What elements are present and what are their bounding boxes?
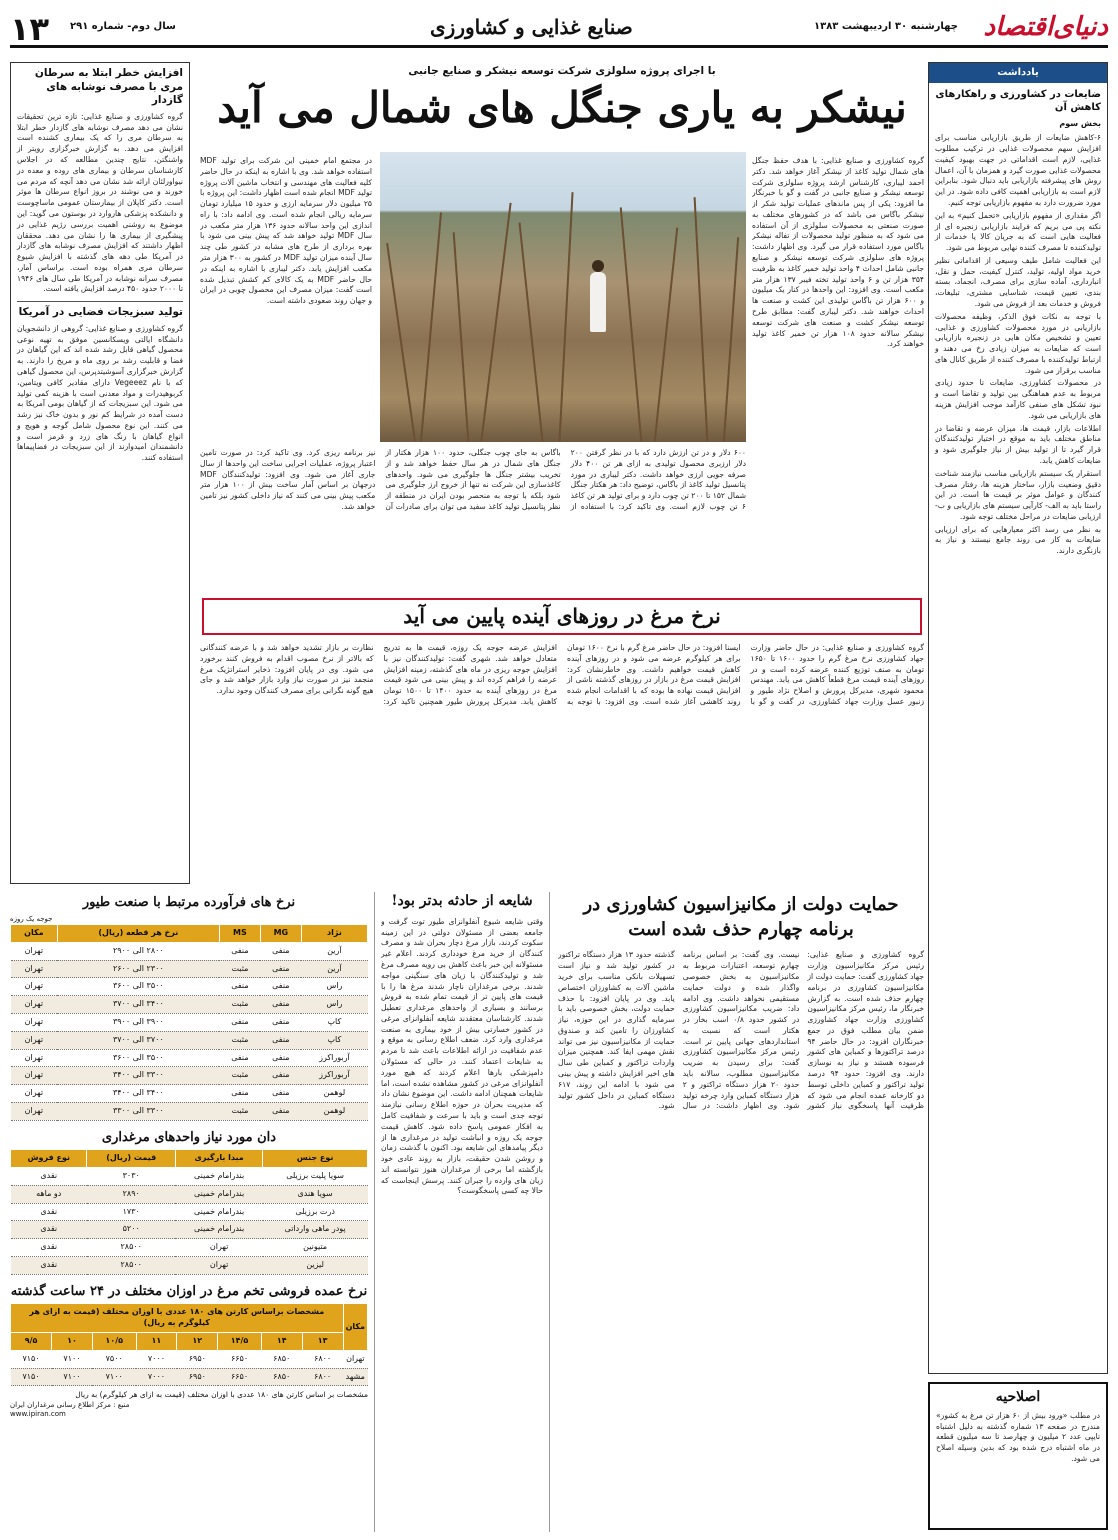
poultry-table-row: [11, 942, 368, 960]
correction-title: اصلاحیه: [995, 1389, 1041, 1405]
poultry-table-cell: منفی: [260, 1102, 301, 1120]
editorial-note: [928, 62, 1108, 1374]
egg-table-cell: ۷۰۰۰: [136, 1368, 177, 1386]
table-source: منبع : مرکز اطلاع رسانی مرغداران ایران: [10, 1400, 130, 1409]
feed-table-cell: لیزین: [263, 1257, 368, 1275]
lead-column-1: گروه کشاورزی و صنایع غذایی: با هدف حفظ جنگل های شمال تولید کاغذ از نیشکر آغاز خواهد شد. دکتر احمد لیباری، کارشناس ارشد پروژه سلولزی شرکت توسعه نیشکر و صنایع جانبی در گفت و گو با خبرنگار ما افزود: یکی از پس ماندهای عملیات تولید شکر از نیشکر باگاس می باشد که در کشورهای مختلف به صورت صنعتی به محصولات سلولزی از آن استفاده می شود که به منظور تولید محصولات از تفاله نیشکر باگاس مورد استفاده قرار می گیرد. وی اظهار داشت: پروژه های سلولزی شرکت توسعه نیشکر و صنایع جانبی شامل احداث ۴ واحد تولید خمیر کاغذ به ظرفیت ۳۵۴ هزار تن و ۶ واحد تولید تخته فیبر ۱۳۷ هزار متر مکعب است. وی افزود: این واحدها در کنار یک میلیون و ۶۰۰ هزار تن باگاس تولیدی این کشت و صنعت ها احداث خواهند شد. دکتر لیباری گفت: مطابق طرح توسعه نیشکر کشت و صنعت های شرکت توسعه نیشکر سالانه حدود ۱۰۸ هزار تن خمیر کاغذ تولید خواهند کرد.: [752, 156, 924, 349]
feed-table-header: نوع جنس: [263, 1150, 368, 1168]
poultry-table-cell: تهران: [11, 1085, 58, 1103]
mechanization-story: [558, 892, 924, 1532]
egg-table-cell: ۷۱۰۰: [52, 1368, 93, 1386]
egg-table-cell: ۶۹۵۰: [177, 1350, 218, 1368]
poultry-table-cell: منفی: [260, 960, 301, 978]
poultry-table-cell: مثبت: [219, 1031, 260, 1049]
poultry-table-row: [11, 996, 368, 1014]
poultry-table-header: MS: [219, 924, 260, 942]
sugarcane-photo: [380, 152, 746, 442]
poultry-table-cell: منفی: [219, 942, 260, 960]
note-paragraph: استقرار یک سیستم بازاریابی مناسب نیازمند شناخت دقیق وضعیت بازار، ساختار هزینه ها، رفتار مصرف کنندگان و عوامل موثر بر قیمت ها است. در این راستا باید به الف- کارآیی سیستم های بازاریابی و ب- ارزیابی ضایعات در مراحل مختلف توجه شود.: [935, 468, 1101, 521]
feed-table-cell: ۵۲۰۰: [87, 1221, 176, 1239]
page-header: [10, 8, 1108, 48]
feed-table-cell: بندرامام خمینی: [175, 1185, 262, 1203]
rumor-story: [374, 892, 550, 1532]
egg-table-cell: ۷۵۰۰: [92, 1350, 136, 1368]
left-news-column: [10, 62, 190, 884]
feed-table-row: [11, 1168, 368, 1186]
egg-table-cell: ۶۸۵۰: [261, 1368, 302, 1386]
poultry-table-header: MG: [260, 924, 301, 942]
correction-body: در مطلب «ورود بیش از ۶۰ هزار تن مرغ به کشور» مندرج در صفحه ۱۳ شماره گذشته به دلیل اشتباه تایپی عدد ۲ میلیون و چهارصد تا سه میلیون قطعه در ماه اشتباه درج شده بود که بدین وسیله اصلاح می شود.: [936, 1410, 1100, 1464]
poultry-table-cell: تهران: [11, 1102, 58, 1120]
note-tag: یادداشت: [929, 63, 1107, 83]
feed-table-row: [11, 1239, 368, 1257]
feed-table-cell: سویا پلیت برزیلی: [263, 1168, 368, 1186]
egg-table-cell: مشهد: [343, 1368, 367, 1386]
feed-table-cell: نقدی: [11, 1257, 87, 1275]
mechanization-headline: حمایت دولت از مکانیزاسیون کشاورزی در برنامه چهارم حذف شده است: [583, 894, 899, 941]
poultry-table-cell: آرین: [301, 960, 367, 978]
lead-column-2: در مجتمع امام خمینی این شرکت برای تولید MDF استفاده خواهد شد. وی با اشاره به اینکه در حال حاضر کلیه فعالیت های مهندسی و انتخاب ماشین آلات پروژه تولید MDF انجام شده است اظهار داشت: این پروژه با ۲۵ میلیون دلار سرمایه ارزی و حدود ۱۵ میلیارد تومان سرمایه ریالی انجام شده است. وی ادامه داد: با راه اندازی این واحد سالانه حدود ۱۳۶ هزار متر مکعب در سال MDF تولید خواهد شد که پیش بینی می شود با بهره برداری از طرح های مشابه در کشور طی چند سال آینده میزان تولید MDF در کشور به ۳۰۰ هزار متر مکعب افزایش یابد. دکتر لیباری با اشاره به اینکه در حال حاضر MDF به یک کالای کم کشش تبدیل شده است گفت: میزان مصرف این محصول چوبی در ایران و جهان روند صعودی داشته است.: [200, 156, 372, 306]
poultry-table-cell: ۳۵۰۰ الی ۳۶۰۰: [57, 1049, 219, 1067]
poultry-table-row: [11, 1085, 368, 1103]
issue-number: سال دوم- شماره ۲۹۱: [70, 21, 176, 32]
feed-table-cell: ۲۸۵۰۰: [87, 1257, 176, 1275]
poultry-table: [10, 924, 368, 1121]
egg-table-weight-header: ۱۱: [136, 1333, 177, 1351]
egg-table: [10, 1303, 368, 1386]
poultry-table-row: [11, 1013, 368, 1031]
poultry-table-cell: منفی: [260, 1013, 301, 1031]
feed-table-cell: متیونین: [263, 1239, 368, 1257]
poultry-table-cell: آربوراکرز: [301, 1067, 367, 1085]
feed-table-cell: ۳۰۳۰: [87, 1168, 176, 1186]
egg-table-cell: ۶۸۵۰: [261, 1350, 302, 1368]
note-paragraph: ۶-کاهش ضایعات از طریق بازاریابی مناسب برای افزایش سهم محصولات غذایی در ترکیب مطلوب غذایی، لازم است اقداماتی در جهت بهبود کیفیت محصولات غذایی صورت گیرد و همزمان با آن، اعمال روش های پیشرفته بازاریابی باید دنبال شود. بنابراین لازم است به بازاریابی اهمیت کافی داده شود. در این مورد ضرورت دارد به مفهوم بازاریابی توجه کنیم.: [935, 133, 1101, 207]
poultry-table-row: [11, 978, 368, 996]
poultry-table-cell: ۳۴۰۰ الی ۳۷۰۰: [57, 996, 219, 1014]
feed-table-row: [11, 1221, 368, 1239]
poultry-table-cell: ۳۳۰۰ الی ۳۳۰۰: [57, 1102, 219, 1120]
feed-table: [10, 1149, 368, 1275]
poultry-table-cell: ۳۷۰۰ الی ۳۷۰۰: [57, 1031, 219, 1049]
poultry-table-row: [11, 960, 368, 978]
feed-table-row: [11, 1203, 368, 1221]
egg-table-cell: ۶۶۵۰: [218, 1368, 262, 1386]
poultry-table-cell: ۲۸۰۰ الی ۲۹۰۰: [57, 942, 219, 960]
feed-table-header: مبدا بارگیری: [175, 1150, 262, 1168]
egg-table-cell: ۷۱۵۰: [11, 1368, 52, 1386]
correction-box: [928, 1382, 1108, 1530]
space-vegetables-title: تولید سبزیجات فضایی در آمریکا: [17, 301, 183, 320]
poultry-table-cell: ۳۳۰۰ الی ۳۴۰۰: [57, 1067, 219, 1085]
poultry-table-cell: منفی: [260, 1067, 301, 1085]
poultry-table-cell: منفی: [260, 996, 301, 1014]
egg-table-cell: تهران: [343, 1350, 367, 1368]
poultry-table-cell: آرین: [301, 942, 367, 960]
poultry-table-cell: مثبت: [219, 996, 260, 1014]
egg-table-cell: ۶۸۰۰: [302, 1350, 343, 1368]
egg-table-cell: ۷۱۵۰: [11, 1350, 52, 1368]
poultry-table-cell: منفی: [260, 1085, 301, 1103]
poultry-table-cell: منفی: [260, 1031, 301, 1049]
egg-table-weight-header: ۱۴: [261, 1333, 302, 1351]
poultry-table-cell: منفی: [219, 1013, 260, 1031]
poultry-table-cell: راس: [301, 996, 367, 1014]
note-paragraph: اگر مقداری از مفهوم بازاریابی «تحمل کنیم» به این نکته پی می بریم که فرایند بازاریابی زنجیره ای از فعالیت هایی است که به جریان کالا یا خدمات از تولیدکننده تا مصرف کننده نهایی مربوط می شود.: [935, 210, 1101, 253]
section-title: صنایع غذایی و کشاورزی: [430, 15, 633, 39]
egg-table-cell: ۷۰۰۰: [136, 1350, 177, 1368]
feed-table-row: [11, 1257, 368, 1275]
poultry-table-cell: تهران: [11, 960, 58, 978]
note-paragraph: به نظر می رسد اکثر معیارهایی که برای ارزیابی ضایعات به کار می روند جامع نیستند و نیاز به بازنگری دارند.: [935, 524, 1101, 556]
note-paragraph: در محصولات کشاورزی، ضایعات تا حدود زیادی مربوط به عدم هماهنگی بین تولید و تقاضا است و نبود تشکل های صنفی کارآمد موجب افزایش هزینه های بازاریابی می شود.: [935, 378, 1101, 420]
feed-table-cell: سویا هندی: [263, 1185, 368, 1203]
egg-table-title: نرخ عمده فروشی تخم مرغ در اوزان مختلف در ۲۴ ساعت گذشته: [10, 1283, 368, 1299]
poultry-table-cell: ۲۳۰۰ الی ۲۶۰۰: [57, 960, 219, 978]
poultry-table-unit: جوجه یک روزه: [10, 914, 53, 923]
egg-table-cell: ۷۱۰۰: [52, 1350, 93, 1368]
poultry-table-cell: منفی: [260, 978, 301, 996]
feed-table-cell: ۲۸۹۰: [87, 1185, 176, 1203]
egg-table-cell: ۶۸۰۰: [302, 1368, 343, 1386]
source-url: www.ipiran.com: [10, 1409, 66, 1418]
poultry-table-cell: تهران: [11, 1049, 58, 1067]
feed-table-cell: بندرامام خمینی: [175, 1203, 262, 1221]
poultry-table-header: نژاد: [301, 924, 367, 942]
egg-table-weight-header: ۱۴/۵: [218, 1333, 262, 1351]
lead-headline: نیشکر به یاری جنگل های شمال می آید: [217, 83, 907, 133]
rumor-body: وقتی شایعه شیوع آنفلوانزای طیور توت گرفت و جامعه بعضی از مسئولان دولتی در این زمینه سکوت کردند، بازار مرغ دچار بحران شد و مصرف کنندگان از خرید مرغ خودداری کردند. اعلام غیر مسئولانه این خبر باعث کاهش بی رویه مصرف مرغ شد و تولیدکنندگان با زیان های سنگینی مواجه شدند. برخی مرغداران ناچار شدند مرغ ها را با قیمت های پایین تر از قیمت تمام شده به فروش برسانند و بسیاری از واحدهای مرغداری تعطیل شدند. کارشناسان معتقدند شایعه آنفلوانزای مرغی در کشور خسارتی بیش از خود بیماری به صنعت مرغداری وارد کرد. ضعف اطلاع رسانی به موقع و عدم شفافیت در ارائه اطلاعات باعث شد تا مردم به شایعات اعتماد کنند. در حالی که مسئولان دامپزشکی بارها اعلام کردند که هیچ مورد آنفلوانزای مرغی در کشور مشاهده نشده است، اما شایعات همچنان ادامه داشت. این موضوع نشان داد که مدیریت بحران در حوزه اطلاع رسانی نیازمند توجه جدی است و باید با سرعت و شفافیت کامل به افکار عمومی پاسخ داده شود. کاهش قیمت جوجه یک روزه و انباشت تولید در مرغداری ها از دیگر پیامدهای این شایعه بود. اکنون با گذشت زمان و روشن شدن حقیقت، بازار به روند عادی خود بازگشته اما برخی از مرغداران هنوز نتوانسته اند زیان های وارده را جبران کنند. پرسش اینجاست که حالا چه کسی پاسخگوست؟: [381, 916, 543, 1196]
feed-table-cell: تهران: [175, 1239, 262, 1257]
poultry-table-cell: تهران: [11, 1013, 58, 1031]
rumor-headline: شایعه از حادثه بدتر بود!: [391, 893, 533, 909]
feed-table-cell: ذرت برزیلی: [263, 1203, 368, 1221]
feed-table-cell: نقدی: [11, 1203, 87, 1221]
poultry-table-cell: مثبت: [219, 1067, 260, 1085]
poultry-table-cell: ۳۴۰۰ الی ۳۴۰۰: [57, 1085, 219, 1103]
poultry-table-cell: تهران: [11, 942, 58, 960]
poultry-table-cell: کاپ: [301, 1031, 367, 1049]
feed-table-cell: نقدی: [11, 1168, 87, 1186]
poultry-table-cell: تهران: [11, 978, 58, 996]
poultry-table-cell: منفی: [260, 1049, 301, 1067]
soda-cancer-title: افزایش خطر ابتلا به سرطان مری با مصرف نوشابه های گازدار: [34, 67, 183, 107]
poultry-table-cell: مثبت: [219, 960, 260, 978]
feed-table-title: دان مورد نیاز واحدهای مرغداری: [101, 1129, 277, 1145]
feed-table-cell: بندرامام خمینی: [175, 1221, 262, 1239]
egg-table-cell: ۶۶۵۰: [218, 1350, 262, 1368]
egg-table-weight-header: ۹/۵: [11, 1333, 52, 1351]
page-number: ۱۳: [10, 10, 50, 48]
poultry-table-row: [11, 1067, 368, 1085]
poultry-table-cell: کاپ: [301, 1013, 367, 1031]
price-tables: [10, 892, 368, 1532]
note-paragraph: این فعالیت شامل طیف وسیعی از اقداماتی نظیر خرید مواد اولیه، تولید، کنترل کیفیت، حمل و نقل، انبارداری، آماده سازی برای مصرف، انجماد، بسته بندی، تعیین قیمت، شناسایی مشتری، تبلیغات، فروش و خدمات بعد از فروش می شود.: [935, 255, 1101, 309]
poultry-table-cell: لوهمن: [301, 1085, 367, 1103]
mechanization-body: گروه کشاورزی و صنایع غذایی: رئیس مرکز مکانیزاسیون وزارت جهاد کشاورزی گفت: حمایت دولت از مکانیزاسیون کشاورزی در برنامه چهارم حذف شده است. به گزارش خبرنگار ما، رئیس مرکز مکانیزاسیون کشاورزی وزارت جهاد کشاورزی ضمن بیان مطلب فوق در جمع خبرنگاران افزود: در حال حاضر ۹۴ درصد تراکتورها و کمباین های کشور فرسوده هستند و نیاز به نوسازی دارند. وی افزود: حدود ۹۴ درصد تولید تراکتور و کمباین داخلی توسط دو کارخانه عمده انجام می شود که ظرفیت آنها پاسخگوی نیاز کشور نیست. وی گفت: بر اساس برنامه چهارم توسعه، اعتبارات مربوط به مکانیزاسیون به بخش خصوصی واگذار شده و دولت حمایت مستقیمی نخواهد داشت. وی ادامه داد: ضریب مکانیزاسیون کشاورزی در کشور حدود ۰/۸ اسب بخار در هکتار است که نسبت به استانداردهای جهانی پایین تر است. رئیس مرکز مکانیزاسیون کشاورزی گفت: برای رسیدن به ضریب مکانیزاسیون مطلوب، سالانه باید حدود ۲۰ هزار دستگاه تراکتور و ۲ هزار دستگاه کمباین وارد چرخه تولید شود. وی اظهار داشت: در سال گذشته حدود ۱۳ هزار دستگاه تراکتور در کشور تولید شد و نیاز است تسهیلات بانکی مناسب برای خرید ماشین آلات به کشاورزان اختصاص یابد. وی در پایان افزود: با حذف حمایت دولت، بخش خصوصی باید با سرمایه گذاری در این حوزه، نیاز کشاورزان را تامین کند و صندوق حمایت از مکانیزاسیون نیز می تواند نقش مهمی ایفا کند. همچنین میزان واردات تراکتور و کمباین طی سال های اخیر افزایش داشته و پیش بینی می شود با ادامه این روند، ۶۱۷ دستگاه کمباین در داخل کشور تولید شود.: [558, 950, 924, 1111]
feed-table-cell: دو ماهه: [11, 1185, 87, 1203]
feed-table-cell: ۱۷۳۰: [87, 1203, 176, 1221]
feed-table-cell: بندرامام خمینی: [175, 1168, 262, 1186]
egg-table-weight-header: ۱۰: [52, 1333, 93, 1351]
egg-table-cell: ۷۱۰۰: [92, 1368, 136, 1386]
egg-table-header: مکان: [343, 1304, 367, 1350]
feed-table-cell: تهران: [175, 1257, 262, 1275]
poultry-table-cell: آربوراکرز: [301, 1049, 367, 1067]
feed-table-cell: پودر ماهی وارداتی: [263, 1221, 368, 1239]
poultry-table-cell: ۳۹۰۰ الی ۳۹۰۰: [57, 1013, 219, 1031]
note-body: [929, 131, 1107, 1361]
poultry-table-row: [11, 1049, 368, 1067]
note-paragraph: با توجه به نکات فوق الذکر، وظیفه محصولات بازاریابی در مورد محصولات کشاورزی و غذایی، تعیین و تشخیص مکان هایی در زنجیره بازاریابی است که ضایعات به میزان زیادی رخ می دهند و ارتباط تولیدکننده با مصرف کننده از طریق کانال های مناسب برقرار می شود.: [935, 311, 1101, 375]
lead-kicker: با اجرای پروژه سلولزی شرکت توسعه نیشکر و صنایع جانبی: [408, 65, 716, 77]
feed-table-cell: نقدی: [11, 1221, 87, 1239]
poultry-table-cell: لوهمن: [301, 1102, 367, 1120]
poultry-table-row: [11, 1031, 368, 1049]
chicken-price-story: [200, 598, 924, 880]
poultry-table-cell: تهران: [11, 1031, 58, 1049]
newspaper-logo: دنیای‌اقتصاد: [983, 12, 1108, 42]
egg-table-weight-header: ۱۰/۵: [92, 1333, 136, 1351]
poultry-table-cell: مثبت: [219, 1102, 260, 1120]
lead-continuation: ۶۰۰ دلار و در تن ارزش دارد که با در نظر گرفتن ۲۰۰ دلار ارزبری محصول تولیدی به ازای هر تن ۴۰۰ دلار صرفه جویی ارزی خواهد داشت. دکتر لیباری در مورد پتانسیل تولید کاغذ از باگاس، توضیح داد: هر هکتار جنگل شمال ۱۵۲ تا ۲۰۰ تن چوب دارد و برای تولید هر تن کاغذ ۶ تن چوب لازم است. وی تاکید کرد: با استفاده از باگاس به جای چوب جنگلی، حدود ۱۰۰ هزار هکتار از جنگل های شمال در هر سال حفظ خواهد شد و از تخریب بیشتر جنگل ها جلوگیری می شود. واحدهای کاغذسازی این شرکت نه تنها از خروج ارز جلوگیری می شود بلکه با توجه به منحصر بودن ایران در منطقه از نظر پتانسیل تولید کاغذ سفید می توان برای صادرات آن نیز برنامه ریزی کرد. وی تاکید کرد: در صورت تامین اعتبار پروژه، عملیات اجرایی ساخت این واحدها از سال جاری آغاز می شود. وی افزود: تولیدکنندگان MDF درجهان بر اساس آمار ساخت بیش از ۱۰۰ هزار متر مکعب پیش بینی می کنند که نیاز داخلی کشور نیز تامین خواهد شد.: [200, 448, 746, 511]
poultry-table-row: [11, 1102, 368, 1120]
poultry-table-header: مکان: [11, 924, 58, 942]
poultry-table-cell: ۳۵۰۰ الی ۳۶۰۰: [57, 978, 219, 996]
poultry-table-cell: تهران: [11, 1067, 58, 1085]
note-title: ضایعات در کشاورزی و راهکارهای کاهش آن: [935, 88, 1101, 113]
chicken-headline: نرخ مرغ در روزهای آینده پایین می آید: [202, 598, 922, 635]
note-paragraph: اطلاعات بازار، قیمت ها، میزان عرضه و تقاضا در مناطق مختلف باید به موقع در اختیار تولیدکنندگان قرار گیرد تا از تولید بیش از نیاز جلوگیری شود و ضایعات کاهش یابد.: [935, 423, 1101, 465]
feed-table-header: قیمت (ریال): [87, 1150, 176, 1168]
space-vegetables-body: گروه کشاورزی و صنایع غذایی: گروهی از دانشجویان دانشگاه ایالتی ویسکانسین موفق به تهیه نوعی محصول گیاهی قابل رشد شده اند که این گیاهان در فضا و قابلیت رشد بر روی ماه و مریخ را دارند. به گزارش خبرگزاری آسوشیتدپرس، این محصول گیاهی که با نام Vegeeez دارای مقادیر کافی ویتامین، کربوهیدرات و مواد معدنی است با هزینه کمی تولید می شود. این سبزیجات که از گیاهان بومی آمریکا به دست آمده در شرایط کم نور و بدون خاک نیز رشد می کنند. این نوع محصول شامل گوجه و هویج و انواع گیاهان با رنگ های زرد و قرمز است و دانشمندان امیدوارند از این سبزیجات در فضاپیماها استفاده کنند.: [17, 323, 184, 463]
feed-table-row: [11, 1185, 368, 1203]
egg-table-weight-header: ۱۳: [302, 1333, 343, 1351]
soda-cancer-body: گروه کشاورزی و صنایع غذایی: تازه ترین تحقیقات نشان می دهد مصرف نوشابه های گازدار خطر ابتلا به سرطان مری را که یک بیماری کشنده است افزایش می دهد. به گزارش خبرگزاری رویتر از واشنگتن، نتایج چندین مطالعه که در اجلاس کارشناسان سرطان و بیماری های روده و معده در نیواورلئان ارائه شد نشان می دهد آنچه که مردم می خورند و می نوشند در بروز انواع سرطان ها موثر است. دکتر کاپلان از بیمارستان عمومی ماساچوست و دانشکده پزشکی هاروارد در بوستون می گوید: این موضوع به روشنی اهمیت بررسی رژیم غذایی در پیشگیری از بیماری ها را نشان می دهد. محققان اظهار داشتند که افزایش مصرف نوشابه های گازدار در آمریکا طی دهه های گذشته با افزایش شیوع سرطان مری همراه بوده است. براساس آمار، مصرف سرانه نوشابه در آمریکا طی سال های ۱۹۴۶ تا ۲۰۰۰ حدود ۴۵۰ درصد افزایش یافته است.: [17, 111, 183, 294]
lead-story: [200, 62, 924, 590]
feed-table-cell: ۲۸۵۰۰: [87, 1239, 176, 1257]
egg-table-weight-header: ۱۲: [177, 1333, 218, 1351]
egg-table-row: [11, 1350, 368, 1368]
poultry-table-title: نرخ های فرآورده مرتبط با صنعت طیور: [82, 895, 296, 910]
feed-table-header: نوع فروش: [11, 1150, 87, 1168]
poultry-table-cell: منفی: [219, 1085, 260, 1103]
poultry-table-header: نرخ هر قطعه (ریال): [57, 924, 219, 942]
poultry-table-cell: منفی: [219, 1049, 260, 1067]
note-part: بخش سوم: [1059, 118, 1101, 128]
feed-table-cell: نقدی: [11, 1239, 87, 1257]
egg-table-note: مشخصات بر اساس کارتن های ۱۸۰ عددی با اوزان مختلف (قیمت به ازای هر کیلوگرم) به ریال: [75, 1390, 368, 1400]
egg-table-row: [11, 1368, 368, 1386]
chicken-body: گروه کشاورزی و صنایع غذایی: در حال حاضر وزارت جهاد کشاورزی نرخ مرغ گرم را حدود ۱۶۰۰ تا ۱۶۵۰ تومان به صنف توزیع کننده عرضه کرده است و در روزهای آینده قیمت مرغ قطعاً کاهش می یابد. مهندس محمود شهری، مدیرکل پرورش و اصلاح نژاد طیور و زنبور عسل وزارت جهاد کشاورزی، در گفت و گو با ایسنا افزود: در حال حاضر مرغ گرم با نرخ ۱۶۰۰ تومان برای هر کیلوگرم عرضه می شود و در روزهای آینده کاهش قیمت خواهیم داشت. وی خاطرنشان کرد: افزایش قیمت مرغ در بازار در روزهای گذشته ناشی از افزایش قیمت نهاده ها بوده که با اقدامات انجام شده روند کاهشی آغاز شده است. وی افزود: با توجه به افزایش عرضه جوجه یک روزه، قیمت ها به تدریج متعادل خواهد شد. شهری گفت: تولیدکنندگان نیز با افزایش جوجه ریزی در ماه های گذشته، زمینه افزایش عرضه را فراهم کرده اند و پیش بینی می شود قیمت مرغ در روزهای آینده به حدود ۱۴۰۰ تا ۱۵۰۰ تومان کاهش یابد. مدیرکل پرورش طیور همچنین تاکید کرد: نظارت بر بازار تشدید خواهد شد و با عرضه کنندگانی که بالاتر از نرخ مصوب اقدام به فروش کنند برخورد می شود. وی در پایان افزود: ذخایر استراتژیک مرغ منجمد نیز در صورت نیاز وارد بازار خواهد شد و جای هیچ گونه نگرانی برای مصرف کنندگان وجود ندارد.: [200, 643, 924, 706]
poultry-table-cell: منفی: [260, 942, 301, 960]
egg-table-header: مشخصات براساس کارتن های ۱۸۰ عددی با اوزان مختلف (قیمت به ازای هر کیلوگرم به ریال): [11, 1304, 344, 1333]
poultry-table-cell: تهران: [11, 996, 58, 1014]
poultry-table-cell: منفی: [219, 978, 260, 996]
issue-date: چهارشنبه ۳۰ اردیبهشت ۱۳۸۳: [814, 21, 958, 32]
egg-table-cell: ۶۹۵۰: [177, 1368, 218, 1386]
poultry-table-cell: راس: [301, 978, 367, 996]
